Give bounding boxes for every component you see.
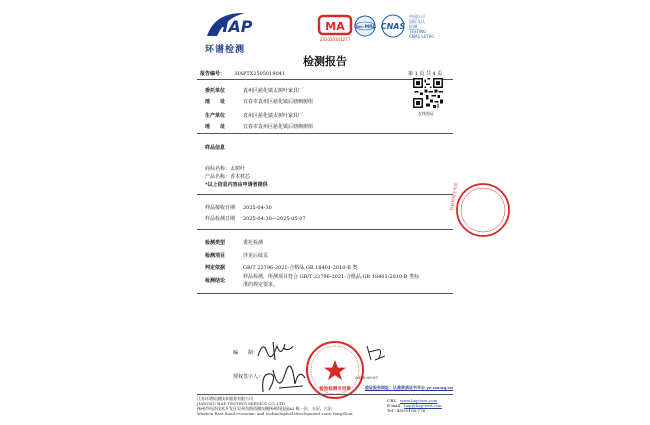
client-value: 袁州区慈化镇太树叶家具厂	[243, 88, 304, 94]
divider	[197, 194, 453, 195]
date-handwriting	[363, 342, 387, 364]
cma-logo	[319, 16, 351, 42]
conclusion-value: 样品检测，所测项目符合 GB/T 22796-2021-合格品,GB 18401-2010-B 类标准的规定要求。	[243, 274, 419, 288]
divider	[197, 133, 453, 134]
address-cn: 扬州市经济技术开发区吴州东路西侧东侧扬州科技园A3 栋一层、五层、六层	[197, 406, 332, 411]
tel-label: Tel：	[387, 408, 398, 413]
report-page	[175, 0, 475, 300]
official-seal	[305, 340, 365, 400]
web-link[interactable]: www.hap-test.com	[400, 398, 438, 403]
page-info: 第 1 页 共 4 页	[408, 71, 443, 77]
editor-signature	[255, 338, 295, 362]
sample-section-label: 样品信息	[205, 145, 226, 151]
sample-trademark: 商标名称：太树叶	[205, 166, 246, 172]
qr-code[interactable]	[413, 78, 443, 108]
certification-logos	[317, 12, 457, 46]
test-items-label: 检测项目	[205, 253, 226, 259]
side-seal	[448, 182, 475, 238]
manufacturer-address-value: 宜春市袁州区慈化镇后塘枫树组	[243, 124, 314, 130]
client-label: 委托单位	[205, 88, 226, 94]
standard-value: GB/T 22796-2021-合格品,GB 18401-2010-B 类	[243, 265, 358, 271]
signature-date: 2025-05-07	[355, 375, 379, 380]
side-seal-text: 检验检测专用章	[448, 182, 459, 211]
seal-text: 检验检测专用章	[319, 387, 351, 392]
test-date-label: 样品检测日期	[205, 216, 236, 222]
cnas-sub-5: CNAS L6760	[409, 34, 434, 39]
address-en: Wuzhou East Road,economic and technological development zone,YangZhou	[197, 411, 353, 416]
cnas-logo	[381, 15, 406, 37]
email-label: E-mail：	[387, 403, 405, 408]
cnas-text: CNAS	[380, 22, 406, 31]
report-title: 检测报告	[303, 55, 347, 68]
hap-logo-mark: HAP	[215, 17, 253, 36]
recv-date-label: 样品接收日期	[205, 205, 236, 211]
divider	[197, 293, 453, 294]
qr-caption: 在线验证	[418, 111, 434, 116]
ilac-text: ilac-MRA	[353, 25, 377, 30]
hap-logo	[205, 10, 253, 38]
test-date-value: 2025-04-30—2025-05-07	[243, 216, 306, 222]
company-name-cn: 江苏环谱检测技术服务有限公司	[197, 396, 253, 401]
test-items-value: 详见后续页	[243, 253, 269, 259]
report-no-value: HAPTX2505019041	[235, 71, 286, 77]
recv-date-value: 2025-04-30	[243, 205, 272, 211]
manufacturer-address-label: 地 址	[205, 124, 226, 130]
editor-label: 编 制：	[233, 350, 259, 356]
verify-link[interactable]: 验证报告网址：认准资质证书平台 ye.cncnq.cn	[365, 385, 453, 390]
sample-note: *以上信息内容由申请者提供	[205, 182, 268, 188]
approver-signature	[259, 364, 309, 398]
cnas-sub-4: TESTING	[409, 29, 427, 34]
company-name-en: JIANGSU HAP TESTING SERVICE CO.,LTD	[197, 401, 286, 406]
cnas-sub-2: 国际互认	[409, 19, 425, 24]
tel-value: 400-0100-776	[397, 408, 426, 413]
report-no-label: 报告编号：	[200, 71, 226, 77]
manufacturer-value: 袁州区慈化镇太树叶家具厂	[243, 113, 304, 119]
approver-label: 授权签字人：	[233, 374, 264, 380]
svg-text:MA: MA	[325, 20, 345, 33]
test-type-value: 委托检测	[243, 240, 264, 246]
conclusion-label: 检测结论	[205, 278, 226, 284]
cma-code: 231020341277	[319, 37, 351, 42]
cnas-sub-3: 检测	[409, 24, 417, 29]
sample-product: 产品名称：香木枕芯	[205, 174, 251, 180]
company-logo-text: 环谱检测	[205, 45, 246, 55]
ilac-logo	[354, 16, 377, 36]
cnas-sub-1: 中国认可	[409, 14, 425, 19]
footer-tel	[387, 408, 425, 413]
standard-label: 判定依据	[205, 265, 226, 271]
manufacturer-label: 生产单位	[205, 113, 226, 119]
divider	[197, 394, 453, 395]
divider	[197, 229, 453, 230]
client-address-value: 宜春市袁州区慈化镇后塘枫树组	[243, 99, 314, 105]
email-link[interactable]: hap@hap-test.com	[404, 403, 442, 408]
client-address-label: 地 址	[205, 99, 226, 105]
signature-area	[175, 322, 475, 425]
test-type-label: 检测类型	[205, 240, 226, 246]
web-label: URL：	[387, 398, 401, 403]
